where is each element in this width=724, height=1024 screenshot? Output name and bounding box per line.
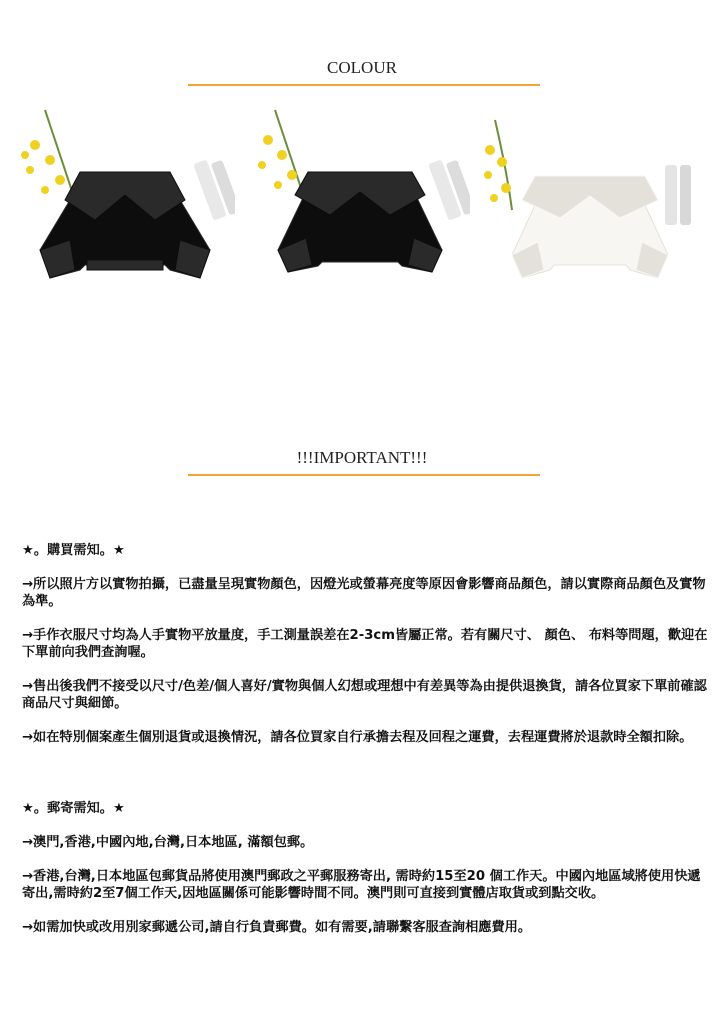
- colour-divider: [188, 84, 540, 86]
- flower-sprig: [21, 110, 75, 200]
- shipping-item-2: →香港,台灣,日本地區包郵貨品將使用澳門郵政之平郵服務寄出, 需時約15至20 個工作天。中國內地區域將使用快遞寄出,需時約2至7個工作天,因地區關係可能影響時間不同。澳門則可直接到實體店取貨或到點交收。: [22, 869, 701, 901]
- purchase-item-3: →售出後我們不接受以尺寸/色差/個人喜好/實物與個人幻想或理想中有差異等為由提供退換貨，請各位買家下單前確認商品尺寸與細節。: [22, 679, 707, 711]
- cosmetic-bottles: [193, 159, 235, 220]
- shipping-item-3: →如需加快或改用別家郵遞公司,請自行負責郵費。如有需要,請聯繫客服查詢相應費用。: [22, 920, 532, 935]
- blouse-illustration: [480, 100, 700, 290]
- purchase-notice: [22, 542, 712, 746]
- purchase-item-1: →所以照片方以實物拍攝，已盡量呈現實物顏色，因燈光或螢幕亮度等原因會影響商品顏色，請以實際商品顏色及實物為準。: [22, 577, 706, 609]
- purchase-item-2: →手作衣服尺寸均為人手實物平放量度，手工測量誤差在2-3cm皆屬正常。若有關尺寸、 顏色、 布料等問題，歡迎在下單前向我們查詢喔。: [22, 628, 708, 660]
- product-image-black-2[interactable]: [250, 100, 470, 290]
- purchase-heading: ★。購買需知。★: [22, 543, 125, 558]
- colour-title: COLOUR: [327, 58, 397, 77]
- shipping-item-1: →澳門,香港,中國內地,台灣,日本地區, 滿額包郵。: [22, 835, 314, 850]
- blouse-illustration: [15, 100, 235, 290]
- garment: [278, 172, 442, 272]
- important-divider: [188, 474, 540, 476]
- garment: [40, 172, 210, 278]
- important-title: !!!IMPORTANT!!!: [296, 448, 428, 467]
- flower-sprig: [484, 120, 512, 210]
- product-image-white[interactable]: [480, 100, 700, 290]
- purchase-item-4: →如在特別個案產生個別退貨或退換情況，請各位買家自行承擔去程及回程之運費，去程運費將於退款時全額扣除。: [22, 730, 693, 745]
- cosmetic-bottles: [428, 159, 470, 220]
- blouse-illustration: [250, 100, 470, 290]
- shipping-heading: ★。郵寄需知。★: [22, 801, 125, 816]
- shipping-notice: [22, 800, 712, 936]
- product-image-black-1[interactable]: [15, 100, 235, 290]
- cosmetic-bottles: [665, 165, 691, 225]
- flower-sprig: [258, 110, 305, 200]
- garment: [512, 176, 668, 278]
